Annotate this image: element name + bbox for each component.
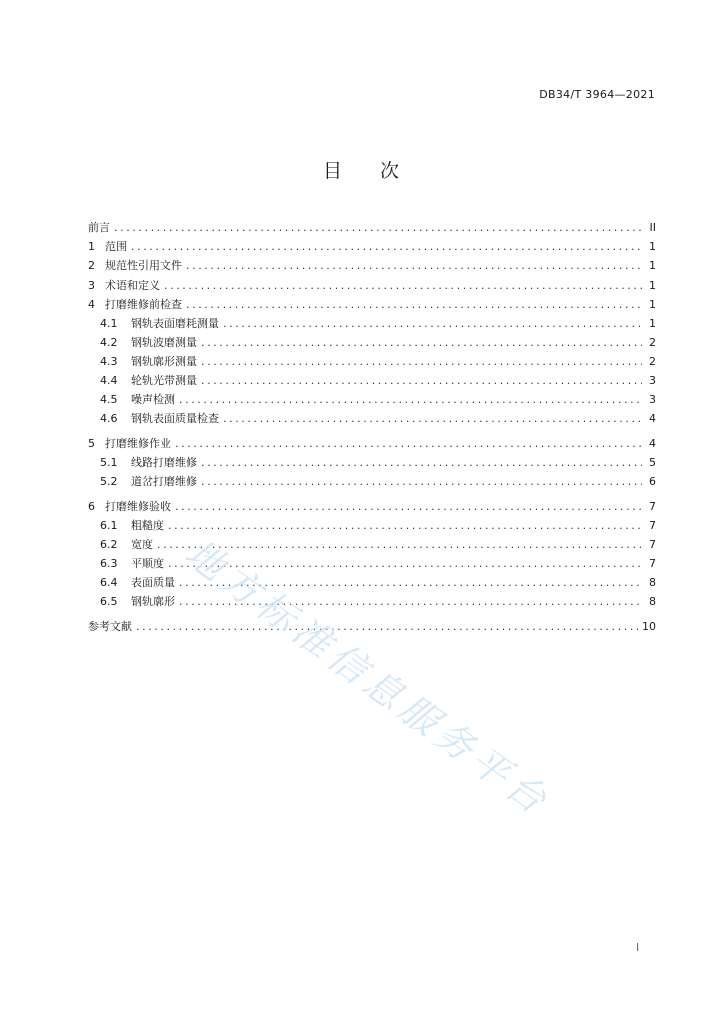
toc-entry-page: 1 [649,259,656,273]
toc-leader-dots [164,279,642,292]
toc-entry-page: 1 [649,297,656,311]
toc-entry-number: 6.4 [100,576,118,590]
toc-entry-page: 7 [649,519,656,533]
toc-leader-dots [186,298,642,311]
toc-entry-number: 6.5 [100,595,118,609]
toc-entry-label: 打磨维修前检查 [105,297,182,311]
document-code: DB34/T 3964—2021 [539,88,655,101]
toc-entry-page: 2 [649,336,656,350]
toc-entry-page: 2 [649,355,656,369]
toc-entry-number: 4.3 [100,355,118,369]
toc-entry-number: 4 [88,297,95,311]
toc-entry-label: 钢轨表面质量检查 [131,412,219,426]
toc-entry-number: 6.1 [100,519,118,533]
toc-entry-label: 粗糙度 [131,519,164,533]
toc-entry-label: 轮轨光带测量 [131,374,197,388]
toc-entry-number: 3 [88,278,95,292]
toc-entry[interactable] [88,574,656,593]
toc-entry[interactable] [88,296,656,315]
toc-leader-dots [136,620,638,633]
toc-entry-page: 8 [649,595,656,609]
toc-title-part1: 目 [322,160,344,182]
toc-entry-label: 道岔打磨维修 [131,475,197,489]
toc-entry[interactable] [88,277,656,296]
toc-entry-number: 5 [88,437,95,450]
toc-entry-page: 1 [649,278,656,292]
toc-leader-dots [114,221,642,234]
toc-entry-page: II [649,221,656,234]
toc-entry-label: 钢轨表面磨耗测量 [131,316,219,330]
toc-entry[interactable] [88,473,656,492]
toc-entry-label: 打磨维修验收 [105,499,171,513]
toc-entry-page: 4 [649,437,656,450]
toc-entry[interactable] [88,353,656,372]
toc-entry-label: 平顺度 [131,557,164,571]
toc-entry-number: 6 [88,499,95,513]
toc-leader-dots [223,317,642,330]
toc-entry-number: 5.1 [100,456,118,470]
toc-entry-number: 4.2 [100,336,118,350]
toc-entry-label: 规范性引用文件 [105,259,182,273]
toc-entry-label: 噪声检测 [131,393,175,407]
toc-entry-page: 4 [649,412,656,426]
toc-entry-label: 钢轨廓形 [131,595,175,609]
toc-entry[interactable] [88,498,656,517]
toc-entry-page: 7 [649,538,656,552]
toc-entry-label: 宽度 [131,538,153,552]
toc-entry-label: 参考文献 [88,620,132,634]
toc-entry-page: 8 [649,576,656,590]
toc-entry-number: 4.4 [100,374,118,388]
toc-entry-label: 钢轨廓形测量 [131,355,197,369]
toc-entry-number: 5.2 [100,475,118,489]
toc-leader-dots [168,519,642,532]
toc-entry-label: 范围 [105,240,127,254]
toc-entry-page: 3 [649,393,656,407]
toc-entry[interactable] [88,536,656,555]
toc-leader-dots [201,475,642,488]
toc-entry[interactable] [88,372,656,391]
toc-entry[interactable] [88,454,656,473]
toc-entry-number: 6.2 [100,538,118,552]
toc-leader-dots [179,393,642,406]
toc-leader-dots [201,336,642,349]
toc-entry-page: 1 [649,240,656,254]
table-of-contents [88,219,656,637]
toc-entry[interactable] [88,257,656,276]
page-number: I [636,941,640,954]
toc-entry-number: 2 [88,259,95,273]
toc-leader-dots [175,500,642,513]
toc-entry-page: 7 [649,499,656,513]
toc-entry-label: 前言 [88,221,110,234]
toc-entry[interactable] [88,334,656,353]
toc-entry[interactable] [88,593,656,612]
toc-entry-page: 1 [649,316,656,330]
toc-entry[interactable] [88,618,656,637]
toc-entry-label: 打磨维修作业 [105,437,171,450]
toc-entry-page: 3 [649,374,656,388]
watermark: 地方标准信息服务平台 [177,530,559,825]
toc-entry-number: 1 [88,240,95,254]
toc-leader-dots [223,412,642,425]
toc-entry[interactable] [88,435,656,454]
toc-entry[interactable] [88,391,656,410]
toc-entry-label: 术语和定义 [105,278,160,292]
toc-entry-label: 线路打磨维修 [131,456,197,470]
toc-entry-number: 4.5 [100,393,118,407]
toc-entry-number: 4.1 [100,316,118,330]
toc-entry[interactable] [88,555,656,574]
toc-leader-dots [201,456,642,469]
toc-entry-number: 4.6 [100,412,118,426]
toc-entry-page: 10 [642,620,656,634]
toc-entry-label: 钢轨波磨测量 [131,336,197,350]
toc-title-part2: 次 [380,160,402,182]
toc-entry-page: 7 [649,557,656,571]
toc-entry-page: 5 [649,456,656,470]
toc-entry-number: 6.3 [100,557,118,571]
toc-entry[interactable] [88,238,656,257]
toc-entry-page: 6 [649,475,656,489]
toc-entry[interactable] [88,517,656,536]
toc-entry[interactable] [88,315,656,334]
toc-leader-dots [201,374,642,387]
toc-leader-dots [186,259,642,272]
toc-leader-dots [201,355,642,368]
toc-entry[interactable] [88,410,656,429]
toc-entry[interactable] [88,219,656,238]
toc-leader-dots [131,240,642,253]
toc-leader-dots [175,437,642,450]
toc-title [0,156,724,183]
toc-entry-label: 表面质量 [131,576,175,590]
